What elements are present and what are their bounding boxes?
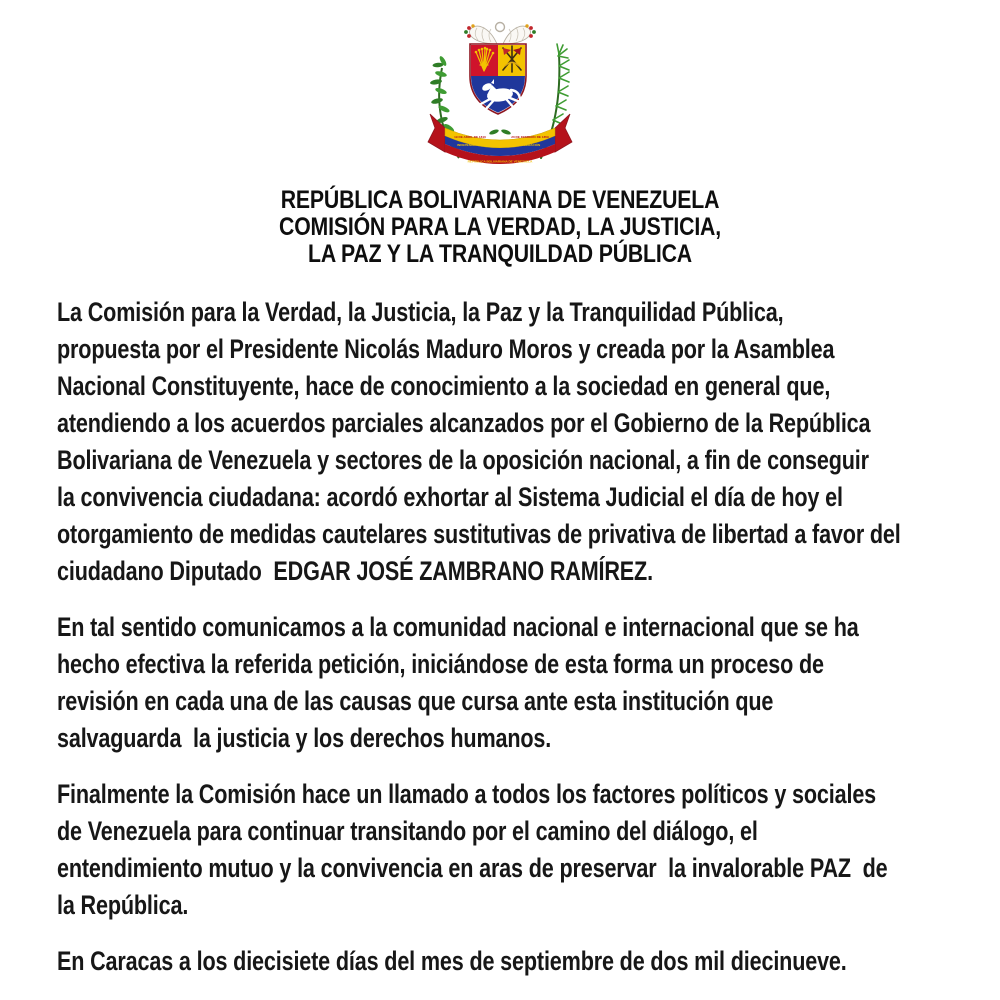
shield: [470, 44, 526, 114]
paragraph-dateline: [57, 943, 1000, 980]
header-line-peace: LA PAZ Y LA TRANQUILDAD PÚBLICA: [308, 240, 692, 268]
paragraph-closing-call: [57, 776, 1000, 924]
header-line-commission: COMISIÓN PARA LA VERDAD, LA JUSTICIA,: [279, 213, 721, 241]
ribbon-left-top-text: 19 DE ABRIL DE 1810: [454, 135, 486, 139]
text-line: La Comisión para la Verdad, la Justicia, la Paz y la Tranquilidad Pública,: [57, 297, 784, 327]
ribbon-right-top-text: 20 DE FEBRERO DE 1859: [511, 135, 549, 139]
text-line: Nacional Constituyente, hace de conocimiento a la sociedad en general que,: [57, 371, 831, 401]
ribbon-bottom-center-text: REPÚBLICA BOLIVARIANA DE VENEZUELA: [467, 159, 533, 164]
ribbon-left-bottom-text: INDEPENDENCIA: [457, 143, 483, 147]
text-line: Bolivariana de Venezuela y sectores de la oposición nacional, a fin de conseguir: [57, 445, 869, 475]
ribbon-right-bottom-text: FEDERACIÓN: [519, 143, 541, 147]
text-line: En Caracas a los diecisiete días del mes de septiembre de dos mil diecinueve.: [57, 946, 847, 976]
text-line: la República.: [57, 890, 189, 920]
text-line: salvaguarda la justicia y los derechos humanos.: [57, 723, 552, 753]
cornucopias: [464, 23, 536, 45]
text-line: de Venezuela para continuar transitando por el camino del diálogo, el: [57, 816, 758, 846]
text-line: la convivencia ciudadana: acordó exhortar al Sistema Judicial el día de hoy el: [57, 482, 843, 512]
text-line: ciudadano Diputado EDGAR JOSÉ ZAMBRANO RAMÍREZ.: [57, 556, 653, 586]
header-line-republic: REPÚBLICA BOLIVARIANA DE VENEZUELA: [280, 186, 720, 214]
text-line: otorgamiento de medidas cautelares sustitutivas de privativa de libertad a favor del: [57, 519, 901, 549]
text-line: atendiendo a los acuerdos parciales alcanzados por el Gobierno de la República: [57, 408, 871, 438]
paragraph-communication: [57, 609, 1000, 757]
text-line: Finalmente la Comisión hace un llamado a todos los factores políticos y sociales: [57, 779, 877, 809]
text-line: entendimiento mutuo y la convivencia en aras de preservar la invalorable PAZ de: [57, 853, 888, 883]
text-line: En tal sentido comunicamos a la comunidad nacional e internacional que se ha: [57, 612, 859, 642]
document-header: [0, 187, 1000, 268]
venezuela-coat-of-arms-icon: [425, 14, 575, 172]
paragraph-announcement: [57, 294, 1000, 590]
text-line: revisión en cada una de las causas que cursa ante esta institución que: [57, 686, 774, 716]
coat-of-arms-container: [0, 0, 1000, 172]
document-body: [57, 294, 1000, 980]
text-line: hecho efectiva la referida petición, iniciándose de esta forma un proceso de: [57, 649, 824, 679]
ribbon: [428, 114, 572, 164]
text-line: propuesta por el Presidente Nicolás Maduro Moros y creada por la Asamblea: [57, 334, 835, 364]
